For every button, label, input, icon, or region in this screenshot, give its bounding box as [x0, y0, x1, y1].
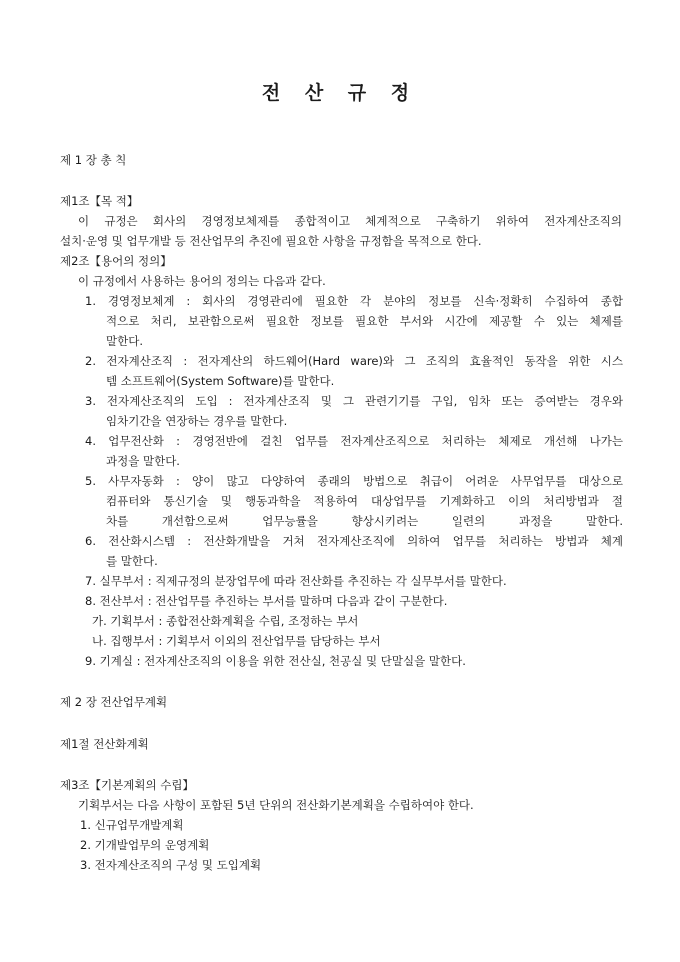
- definition-item-3-cont: 임차기간을 연장하는 경우를 말한다.: [106, 414, 288, 428]
- definition-item-1: 1. 경영정보체계 : 회사의 경영관리에 필요한 각 분야의 정보를 신속·정확히 수집하여 종합: [85, 294, 623, 308]
- plan-item-1: 1. 신규업무개발계획: [80, 818, 184, 832]
- definition-item-5-cont: 차를 개선함으로써 업무능률을 향상시키려는 일련의 과정을 말한다.: [106, 514, 623, 528]
- definition-item-9: 9. 기계실 : 전자계산조직의 이용을 위한 전산실, 천공실 및 단말실을 말한다.: [85, 654, 466, 668]
- article-1-heading: 제1조【목 적】: [60, 194, 139, 208]
- definition-item-1-cont: 말한다.: [106, 334, 143, 348]
- definition-item-6: 6. 전산화시스템 : 전산화개발을 거쳐 전자계산조직에 의하여 업무를 처리하는 방법과 체계: [85, 534, 623, 548]
- definition-item-8: 8. 전산부서 : 전산업무를 추진하는 부서를 말하며 다음과 같이 구분한다.: [85, 594, 448, 608]
- definition-item-1-cont: 적으로 처리, 보관함으로써 필요한 정보를 필요한 부서와 시간에 제공할 수 있는 체제를: [106, 314, 623, 328]
- document-title: 전 산 규 정: [261, 82, 419, 104]
- plan-item-3: 3. 전자계산조직의 구성 및 도입계획: [80, 858, 262, 872]
- definition-item-2-cont: 템 소프트웨어(System Software)를 말한다.: [106, 374, 335, 388]
- article-3-heading: 제3조【기본계획의 수립】: [60, 778, 194, 792]
- article-1-body-line: 이 규정은 회사의 경영정보체제를 종합적이고 체계적으로 구축하기 위하여 전자계산조직의: [78, 214, 622, 228]
- definition-item-7: 7. 실무부서 : 직제규정의 분장업무에 따라 전산화를 추진하는 각 실무부서를 말한다.: [85, 574, 507, 588]
- article-1-body-line: 설치·운영 및 업무개발 등 전산업무의 추진에 필요한 사항을 규정함을 목적으로 한다.: [60, 234, 482, 248]
- article-2-heading: 제2조【용어의 정의】: [60, 254, 172, 268]
- definition-item-5: 5. 사무자동화 : 양이 많고 다양하여 종래의 방법으로 취급이 어려운 사무업무를 대상으로: [85, 474, 623, 488]
- chapter-2-heading: 제 2 장 전산업무계획: [60, 695, 168, 709]
- definition-item-2: 2. 전자계산조직 : 전자계산의 하드웨어(Hard ware)와 그 조직의 효율적인 동작을 위한 시스: [85, 354, 623, 368]
- chapter-1-heading: 제 1 장 총 칙: [60, 153, 127, 167]
- definition-item-8-sub-ga: 가. 기획부서 : 종합전산화계획을 수립, 조정하는 부서: [92, 614, 359, 628]
- definition-item-8-sub-na: 나. 집행부서 : 기획부서 이외의 전산업무를 담당하는 부서: [92, 634, 381, 648]
- definition-item-3: 3. 전자계산조직의 도입 : 전자계산조직 및 그 관련기기를 구입, 임차 또는 증여받는 경우와: [85, 394, 623, 408]
- article-2-intro: 이 규정에서 사용하는 용어의 정의는 다음과 같다.: [78, 274, 326, 288]
- definition-item-6-cont: 를 말한다.: [106, 554, 158, 568]
- article-3-intro: 기획부서는 다음 사항이 포함된 5년 단위의 전산화기본계획을 수립하여야 한다.: [78, 798, 474, 812]
- plan-item-2: 2. 기개발업무의 운영계획: [80, 838, 210, 852]
- definition-item-4: 4. 업무전산화 : 경영전반에 걸친 업무를 전자계산조직으로 처리하는 체제로 개선해 나가는: [85, 434, 623, 448]
- section-1-heading: 제1절 전산화계획: [60, 737, 149, 751]
- definition-item-5-cont: 컴퓨터와 통신기술 및 행동과학을 적용하여 대상업무를 기계화하고 이의 처리방법과 절: [106, 494, 623, 508]
- definition-item-4-cont: 과정을 말한다.: [106, 454, 180, 468]
